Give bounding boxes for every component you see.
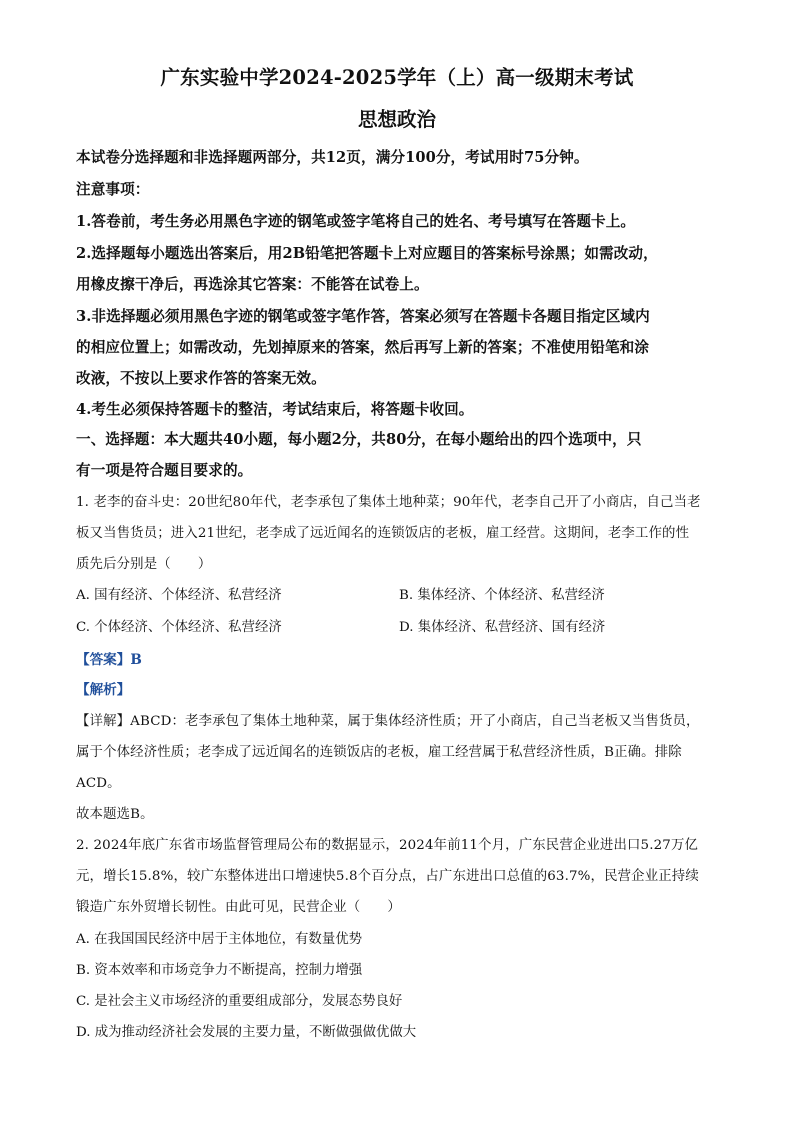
section-heading: 一、选择题：本大题共40小题，每小题2分，共80分，在每小题给出的四个选项中，只 — [76, 431, 642, 448]
exam-title: 广东实验中学2024-2025学年（上）高一级期末考试 — [160, 66, 634, 89]
q1-stem: 质先后分别是（ ） — [76, 557, 212, 572]
q1-detail: 属于个体经济性质；老李成了远近闻名的连锁饭店的老板，雇工经营属于私营经济性质，B正确。排除 — [76, 745, 682, 760]
q1-option-b: B. 集体经济、个体经济、私营经济 — [399, 588, 605, 603]
q1-stem: 1. 老李的奋斗史：20世纪80年代，老李承包了集体土地种菜；90年代，老李自己开了小商店，自己当老 — [76, 495, 701, 510]
q1-option-a: A. 国有经济、个体经济、私营经济 — [76, 588, 282, 603]
q2-option-c: C. 是社会主义市场经济的重要组成部分，发展态势良好 — [76, 994, 403, 1009]
notice-heading: 注意事项： — [76, 181, 150, 198]
q2-option-b: B. 资本效率和市场竞争力不断提高，控制力增强 — [76, 963, 363, 978]
q1-option-c: C. 个体经济、个体经济、私营经济 — [76, 620, 282, 635]
q2-stem: 2. 2024年底广东省市场监督管理局公布的数据显示，2024年前11个月，广东民营企业进出口5.27万亿 — [76, 838, 699, 853]
intro-text: 本试卷分选择题和非选择题两部分，共12页，满分100分，考试用时75分钟。 — [76, 149, 589, 166]
q2-option-a: A. 在我国国民经济中居于主体地位，有数量优势 — [76, 932, 362, 947]
q2-stem: 锻造广东外贸增长韧性。由此可见，民营企业（ ） — [76, 900, 401, 915]
q1-conclusion: 故本题选B。 — [76, 807, 154, 822]
q1-stem: 板又当售货员；进入21世纪，老李成了远近闻名的连锁饭店的老板，雇工经营。这期间，老李工作的性 — [76, 526, 690, 541]
q1-detail: 【详解】ABCD：老李承包了集体土地种菜，属于集体经济性质；开了小商店，自己当老板又当售货员， — [76, 714, 700, 729]
notice-line: 4.考生必须保持答题卡的整洁，考试结束后，将答题卡收回。 — [76, 401, 474, 418]
q2-option-d: D. 成为推动经济社会发展的主要力量，不断做强做优做大 — [76, 1025, 417, 1040]
subject-title: 思想政治 — [357, 108, 436, 131]
q1-analysis-tag: 【解析】 — [76, 682, 131, 698]
q1-answer: 【答案】B — [76, 652, 142, 668]
notice-line: 3.非选择题必须用黑色字迹的钢笔或签字笔作答，答案必须写在答题卡各题目指定区域内 — [76, 308, 650, 325]
notice-line: 2.选择题每小题选出答案后，用2B铅笔把答题卡上对应题目的答案标号涂黑；如需改动， — [76, 245, 658, 262]
q2-stem: 元，增长15.8%，较广东整体进出口增速快5.8个百分点，占广东进出口总值的63.7%，民营企业正持续 — [76, 869, 699, 884]
notice-line: 1.答卷前，考生务必用黑色字迹的钢笔或签字笔将自己的姓名、考号填写在答题卡上。 — [76, 213, 636, 230]
notice-line: 用橡皮擦干净后，再选涂其它答案：不能答在试卷上。 — [76, 276, 429, 293]
q1-option-d: D. 集体经济、私营经济、国有经济 — [399, 620, 606, 635]
notice-line: 改液，不按以上要求作答的答案无效。 — [76, 370, 326, 387]
section-heading: 有一项是符合题目要求的。 — [76, 462, 253, 479]
q1-detail: ACD。 — [76, 776, 121, 791]
notice-line: 的相应位置上；如需改动，先划掉原来的答案，然后再写上新的答案；不准使用铅笔和涂 — [76, 339, 650, 356]
